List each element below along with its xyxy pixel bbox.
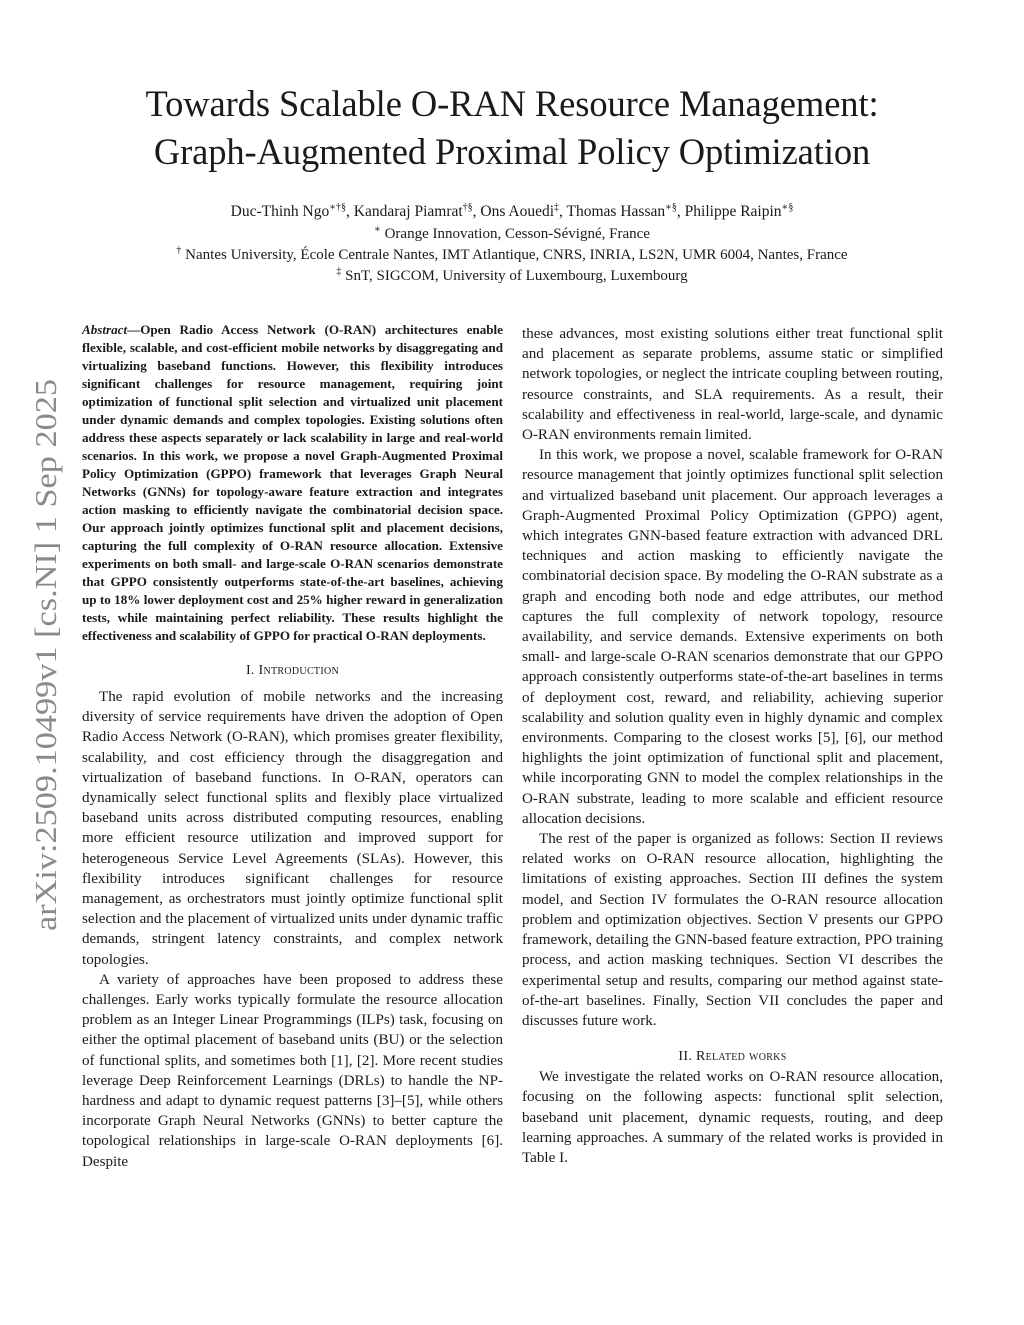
affiliation-mark: † xyxy=(176,245,182,256)
title-line-2: Graph-Augmented Proximal Policy Optimization xyxy=(153,131,871,172)
affiliation-nantes xyxy=(80,245,944,265)
body-paragraph: In this work, we propose a novel, scalable framework for O-RAN resource management that jointly optimizes functional split selection and virtualized baseband unit placement. Our approach leverages a Graph-Augmented Proximal Policy Optimization (GPPO) agent, which integrates GNN-based feature extraction with advanced DRL techniques and action masking to efficiently navigate the combinatorial decision space. By modeling the O-RAN substrate as a graph and encoding both node and edge attributes, our method captures the full complexity of network topology, resource availability, and service demands. Extensive experiments on both small- and large-scale O-RAN scenarios demonstrate that our GPPO approach consistently outperforms state-of-the-art baselines in terms of deployment cost, reward, and reliability, achieving superior scalability and solution quality even in highly dynamic and complex environments. Comparing to the closest works [5], [6], our method highlights the joint optimization of functional split and placement, while incorporating GNN to model the complex relationships in the O-RAN substrate, leading to more scalable and efficient resource allocation decisions. xyxy=(522,447,943,827)
body-paragraph: We investigate the related works on O-RAN resource allocation, focusing on the following aspects: functional split selection, baseband unit placement, dynamic requests, routing, and deep learning approaches. A summary of the related works is provided in Table I. xyxy=(522,1069,943,1166)
author-separator: , xyxy=(346,203,354,220)
affiliation-text: Nantes University, École Centrale Nantes, IMT Atlantique, CNRS, INRIA, LS2N, UMR 6004, Nantes, France xyxy=(181,247,848,263)
author-4 xyxy=(567,203,685,220)
author-marks: ∗§ xyxy=(781,202,794,213)
left-column xyxy=(82,321,503,1172)
abstract-label: Abstract xyxy=(82,322,128,337)
arxiv-stamp-svg xyxy=(8,375,78,935)
abstract xyxy=(82,321,503,645)
affiliation-orange xyxy=(80,224,944,244)
body-paragraph: The rest of the paper is organized as follows: Section II reviews related works on O-RAN resource allocation, highlighting the limitations of existing approaches. Section III defines the system model, and Section IV formulates the O-RAN resource allocation problem and optimization objectives. Section V presents our GPPO framework, detailing the GNN-based feature extraction, PPO training process, and action masking techniques. Section VI describes the experimental setup and results, comparing our method against state-of-the-art baselines. Finally, Section VII concludes the paper and discusses future work. xyxy=(522,831,943,1029)
author-separator: , xyxy=(472,203,481,220)
abstract-text: —Open Radio Access Network (O-RAN) architectures enable flexible, scalable, and cost-efficient mobile networks by disaggregating and virtualizing baseband functions. However, this flexibility introduces significant challenges for resource management, requiring joint optimization of functional split selection and virtualized unit placement under dynamic demands and complex topologies. Existing solutions often address these aspects separately or lack scalability in large and real-world scenarios. In this work, we propose a novel Graph-Augmented Proximal Policy Optimization (GPPO) framework that leverages Graph Neural Networks (GNNs) for topology-aware feature extraction and integrates action masking to efficiently navigate the combinatorial decision space. Our approach jointly optimizes functional split and placement decisions, capturing the full complexity of O-RAN resource allocation. Extensive experiments on both small- and large-scale O-RAN scenarios demonstrate that GPPO consistently outperforms state-of-the-art baselines, achieving up to 18% lower deployment cost and 25% higher reward in generalization tests, while maintaining perfect reliability. These results highlight the effectiveness and scalability of GPPO for practical O-RAN deployments. xyxy=(82,322,503,643)
arxiv-identifier-stamp xyxy=(8,375,78,935)
author-marks: †§ xyxy=(462,202,473,213)
affiliation-text: SnT, SIGCOM, University of Luxembourg, Luxembourg xyxy=(341,268,688,284)
author-5 xyxy=(685,203,794,220)
author-name: Thomas Hassan xyxy=(566,203,666,220)
affiliation-text: Orange Innovation, Cesson-Sévigné, France xyxy=(380,226,650,242)
author-marks: ∗§ xyxy=(665,202,677,213)
author-marks: ∗†§ xyxy=(329,202,347,213)
author-1 xyxy=(231,203,354,220)
author-name: Duc-Thinh Ngo xyxy=(230,203,330,220)
affiliation-mark: ∗ xyxy=(374,224,381,235)
author-name: Kandaraj Piamrat xyxy=(353,203,463,220)
affiliation-luxembourg xyxy=(80,266,944,286)
title-line-1: Towards Scalable O-RAN Resource Management: xyxy=(145,83,879,124)
author-2 xyxy=(354,203,481,220)
body-paragraph: A variety of approaches have been proposed to address these challenges. Early works typically formulate the resource allocation problem as an Integer Linear Programmings (ILPs) task, focusing on either the optimal placement of baseband units (BU) or the selection of functional splits, and sometimes both [1], [2]. More recent studies leverage Deep Reinforcement Learnings (DRLs) to handle the NP-hardness and adapt to dynamic request patterns [3]–[5], while others incorporate Graph Neural Networks (GNNs) to better capture the topological relationships in large-scale O-RAN deployments [6]. Despite xyxy=(82,971,503,1170)
author-marks: ‡ xyxy=(554,202,560,213)
author-name: Ons Aouedi xyxy=(480,203,555,220)
section-heading-introduction: I. Introduction xyxy=(245,663,340,678)
body-paragraph: these advances, most existing solutions either treat functional split and placement as separate problems, assume static or simplified network topologies, or neglect the intricate coupling between routing, resource constraints, and SLA requirements. As a result, their scalability and effectiveness in real-world, large-scale, and dynamic O-RAN environments remain limited. xyxy=(522,326,943,444)
section-heading-related-works: II. Related works xyxy=(678,1049,787,1065)
author-list xyxy=(80,202,944,222)
author-name: Philippe Raipin xyxy=(684,203,782,220)
right-column xyxy=(522,324,943,1168)
body-paragraph: The rapid evolution of mobile networks and the increasing diversity of service requirements have driven the adoption of Open Radio Access Network (O-RAN), which promises greater flexibility, scalability, and cost efficiency through the disaggregation and virtualization of baseband functions. In O-RAN, operators can dynamically select functional splits and flexibly place virtualized baseband units across distributed computing resources, enabling more efficient resource utilization and improved support for heterogeneous Service Level Agreements (SLAs). However, this flexibility introduces significant challenges for resource management, as orchestrators must jointly optimize functional split selection and the placement of virtualized units under dynamic traffic demands, stringent latency constraints, and complex network topologies. xyxy=(82,689,503,968)
affiliation-mark: ‡ xyxy=(336,266,342,277)
author-separator: , xyxy=(676,203,685,220)
author-3 xyxy=(480,203,566,220)
author-separator: , xyxy=(559,203,567,220)
paper-title xyxy=(80,80,944,176)
arxiv-stamp-text: arXiv:2509.10499v1 [cs.NI] 1 Sep 2025 xyxy=(28,431,63,931)
